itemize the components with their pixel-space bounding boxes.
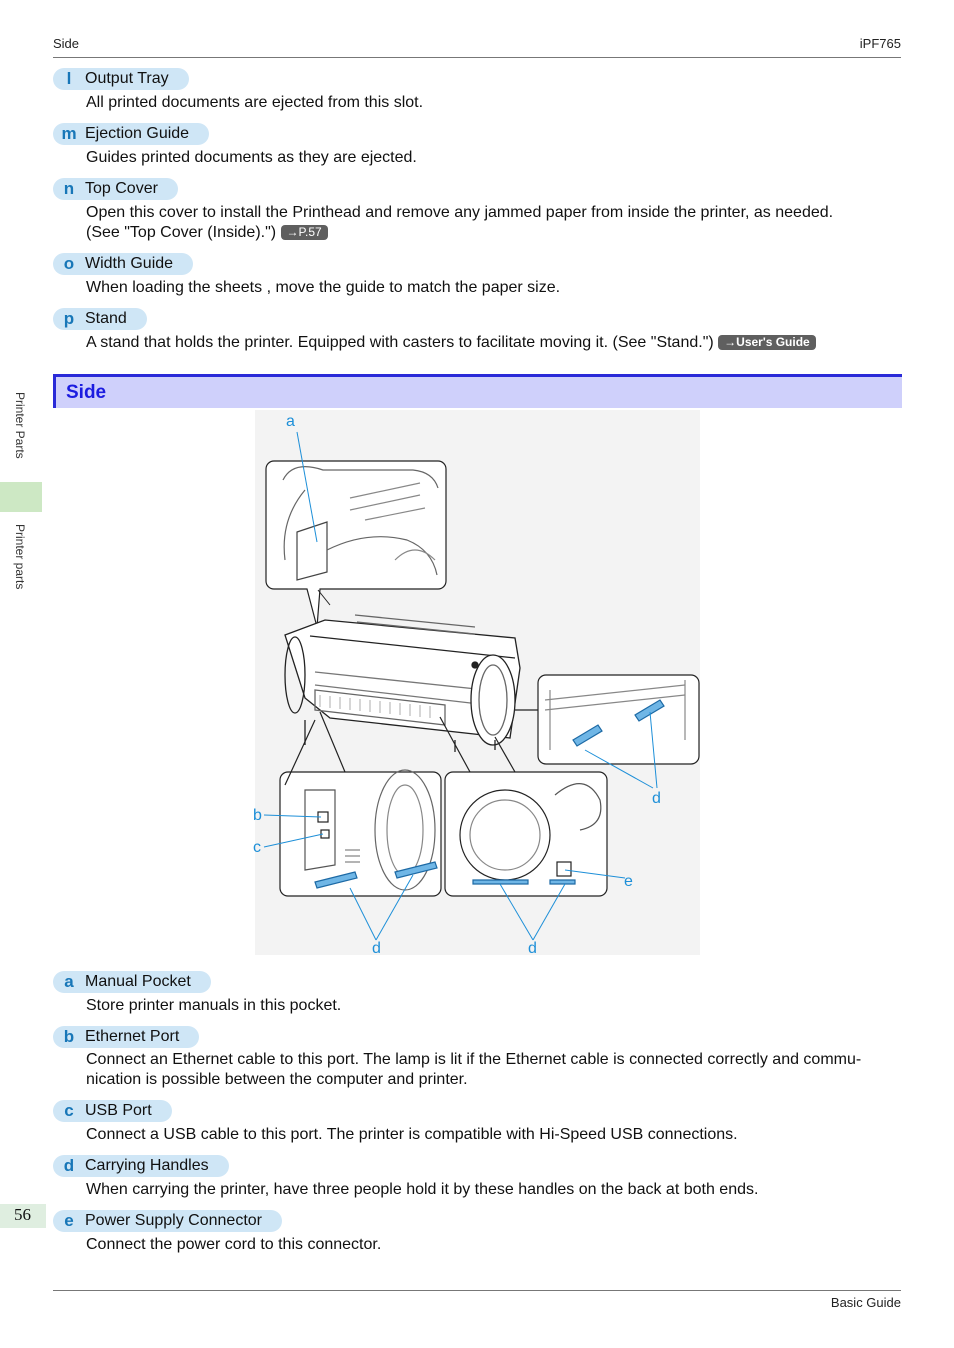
item-description — [86, 333, 816, 353]
item-heading-stand — [53, 308, 147, 330]
item-title: Ejection Guide — [85, 125, 190, 142]
side-tab-active-marker — [0, 482, 42, 512]
item-heading-ejection-guide — [53, 123, 209, 145]
item-title: Manual Pocket — [85, 973, 191, 990]
item-description: Open this cover to install the Printhead and remove any jammed paper from inside the printer, as needed. — [86, 204, 834, 221]
item-title: USB Port — [85, 1102, 152, 1119]
item-letter: p — [63, 309, 75, 328]
item-letter: m — [61, 124, 77, 143]
item-heading-top-cover — [53, 178, 178, 200]
figure-label-d: d — [372, 940, 381, 957]
item-description: Store printer manuals in this pocket. — [86, 997, 342, 1014]
item-letter: n — [63, 179, 75, 198]
section-title: Side — [66, 382, 107, 403]
figure-label-e: e — [624, 873, 633, 890]
item-title: Top Cover — [85, 180, 158, 197]
item-title: Power Supply Connector — [85, 1212, 262, 1229]
item-heading-width-guide — [53, 253, 193, 275]
item-title: Output Tray — [85, 70, 169, 87]
item-title: Stand — [85, 310, 127, 327]
item-description: All printed documents are ejected from this slot. — [86, 94, 424, 111]
item-description-cont: nication is possible between the computer and printer. — [86, 1071, 468, 1088]
inset-rear-handles — [515, 675, 699, 764]
printer-side-illustration — [255, 410, 700, 955]
side-tab-printer-parts[interactable]: Printer Parts — [13, 392, 27, 459]
item-heading-manual-pocket — [53, 971, 211, 993]
item-description: Connect a USB cable to this port. The printer is compatible with Hi-Speed USB connections. — [86, 1126, 738, 1143]
item-heading-carrying-handles — [53, 1155, 229, 1177]
users-guide-link-button[interactable]: →User's Guide — [718, 335, 816, 350]
item-description: Guides printed documents as they are ejected. — [86, 149, 417, 166]
running-header-section: Side — [53, 36, 80, 51]
figure-label-c: c — [253, 839, 261, 856]
page-number: 56 — [14, 1205, 31, 1224]
figure-label-d: d — [528, 940, 537, 957]
side-tab-printer-parts-sub[interactable]: Printer parts — [13, 524, 27, 590]
item-letter: l — [66, 69, 72, 88]
item-description: Connect an Ethernet cable to this port. The lamp is lit if the Ethernet cable is connected correctly and commu- — [86, 1051, 862, 1068]
item-letter: e — [64, 1211, 74, 1230]
item-letter: d — [63, 1156, 75, 1175]
section-header — [53, 374, 902, 408]
item-heading-power-supply-connector — [53, 1210, 282, 1232]
item-title: Width Guide — [85, 255, 174, 272]
item-description: When loading the sheets , move the guide to match the paper size. — [86, 279, 561, 296]
page-link-button[interactable]: →P.57 — [281, 225, 328, 240]
item-letter: b — [63, 1027, 75, 1046]
item-heading-output-tray — [53, 68, 189, 90]
item-description: When carrying the printer, have three people hold it by these handles on the back at both ends. — [86, 1181, 759, 1198]
item-description: Connect the power cord to this connector. — [86, 1236, 382, 1253]
item-letter: c — [64, 1101, 74, 1120]
stand-description-text: A stand that holds the printer. Equipped with casters to facilitate moving it. (See "Stand.") — [86, 334, 714, 351]
item-description-cont — [86, 223, 328, 243]
item-title: Ethernet Port — [85, 1028, 180, 1045]
figure-label-b: b — [253, 807, 262, 824]
footer-rule — [53, 1290, 901, 1291]
item-heading-ethernet-port — [53, 1026, 199, 1048]
item-heading-usb-port — [53, 1100, 172, 1122]
item-title: Carrying Handles — [85, 1157, 209, 1174]
item-letter: a — [64, 972, 74, 991]
cross-reference-text: (See "Top Cover (Inside).") — [86, 224, 277, 241]
figure-label-d: d — [652, 790, 661, 807]
header-rule — [53, 57, 901, 58]
running-footer-title: Basic Guide — [830, 1295, 901, 1310]
figure-label-a: a — [286, 413, 295, 430]
item-letter: o — [63, 254, 75, 273]
running-header-model: iPF765 — [859, 36, 901, 51]
